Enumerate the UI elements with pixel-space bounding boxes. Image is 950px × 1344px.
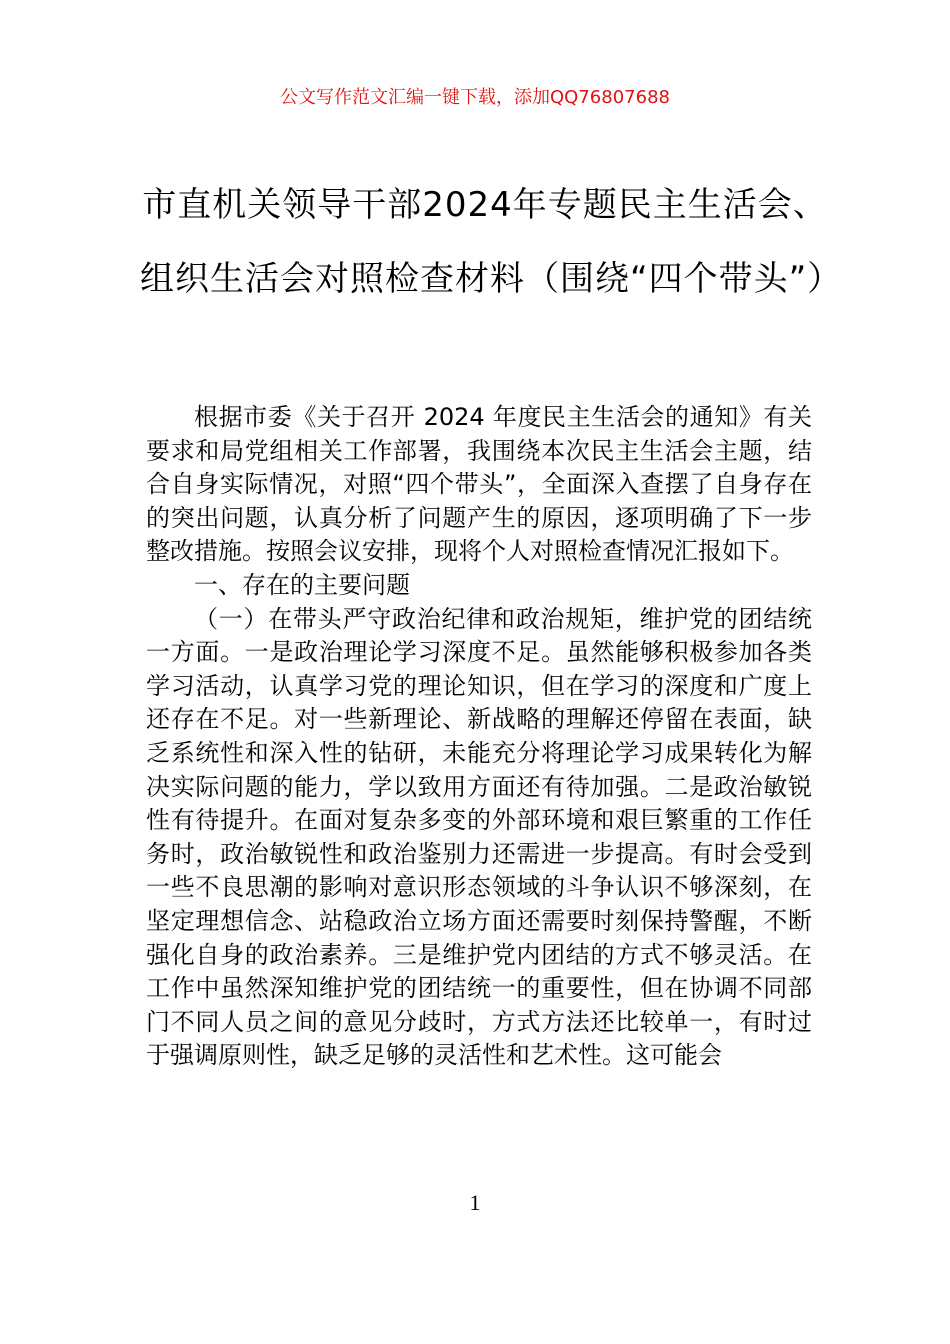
document-body	[146, 401, 812, 1073]
document-title: 市直机关领导干部2024年专题民主生活会、组织生活会对照检查材料（围绕“四个带头”）	[140, 185, 843, 299]
body-paragraph: （一）在带头严守政治纪律和政治规矩，维护党的团结统一方面。一是政治理论学习深度不足。虽然能够积极参加各类学习活动，认真学习党的理论知识，但在学习的深度和广度上还存在不足。对一些新理论、新战略的理解还停留在表面，缺乏系统性和深入性的钻研，未能充分将理论学习成果转化为解决实际问题的能力，学以致用方面还有待加强。二是政治敏锐性有待提升。在面对复杂多变的外部环境和艰巨繁重的工作任务时，政治敏锐性和政治鉴别力还需进一步提高。有时会受到一些不良思潮的影响对意识形态领域的斗争认识不够深刻，在坚定理想信念、站稳政治立场方面还需要时刻保持警醒，不断强化自身的政治素养。三是维护党内团结的方式不够灵活。在工作中虽然深知维护党的团结统一的重要性，但在协调不同部门不同人员之间的意见分歧时，方式方法还比较单一，有时过于强调原则性，缺乏足够的灵活性和艺术性。这可能会	[146, 604, 812, 1070]
page-number: 1	[469, 1190, 481, 1215]
intro-paragraph: 根据市委《关于召开 2024 年度民主生活会的通知》有关要求和局党组相关工作部署，我围绕本次民主生活会主题，结合自身实际情况，对照“四个带头”，全面深入查摆了自身存在的突出问题，认真分析了问题产生的原因，逐项明确了下一步整改措施。按照会议安排，现将个人对照检查情况汇报如下。	[146, 403, 812, 566]
download-notice: 公文写作范文汇编一键下载，添加QQ76807688	[280, 87, 670, 108]
section-heading: 一、存在的主要问题	[194, 570, 410, 599]
